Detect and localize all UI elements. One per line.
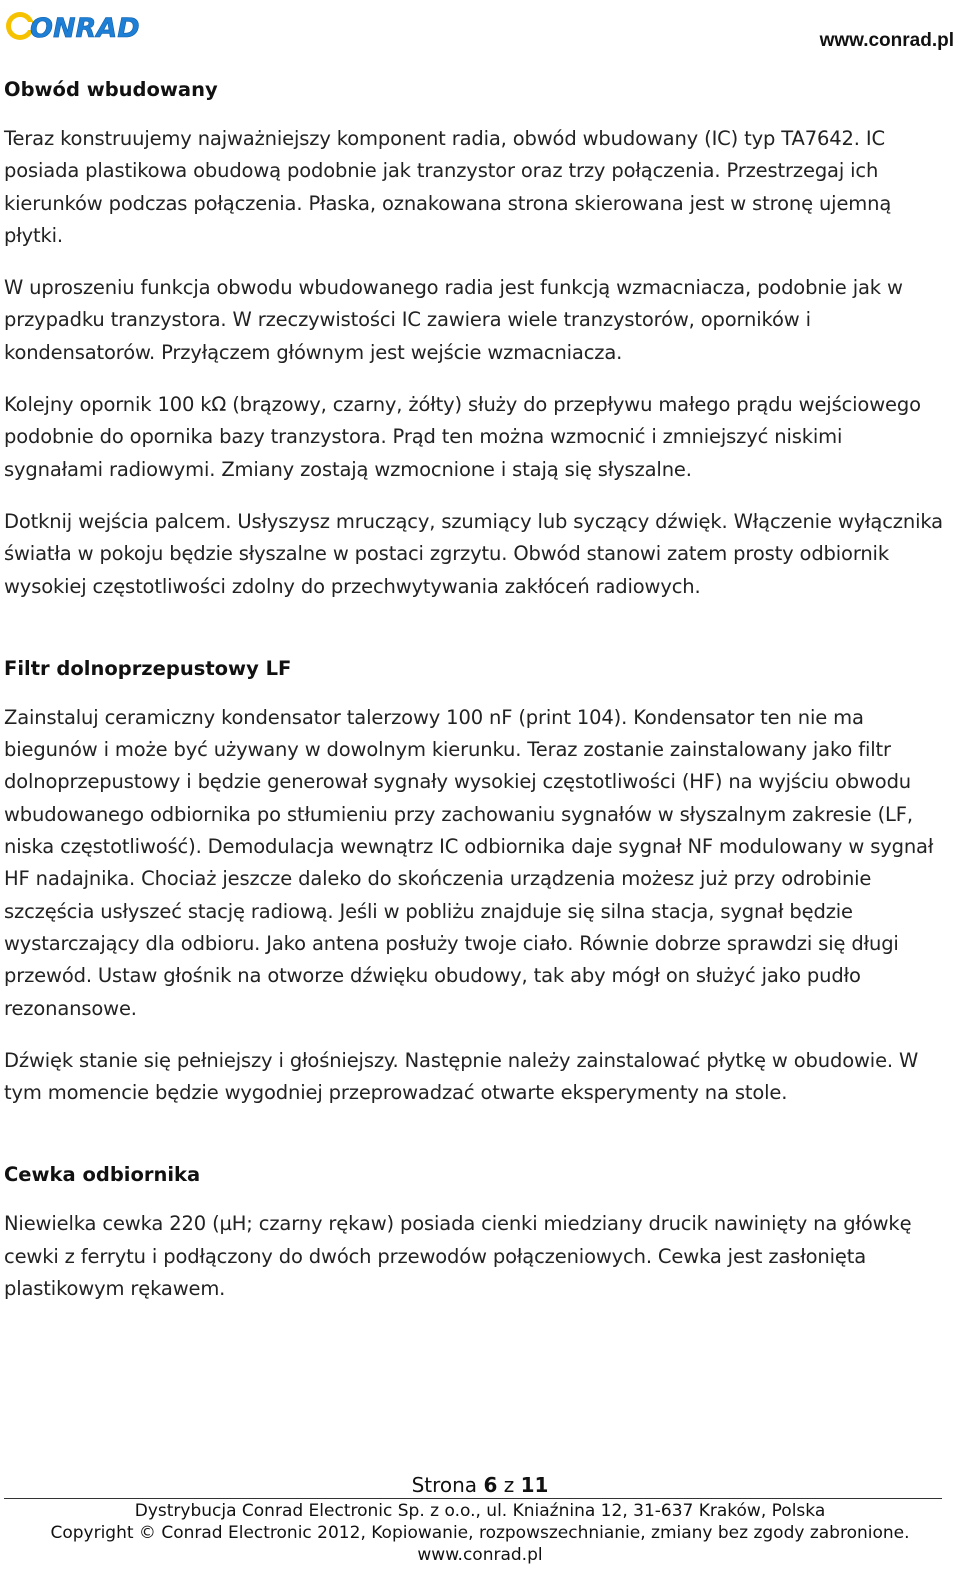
paragraph: Dotknij wejścia palcem. Usłyszysz mruczący, szumiący lub syczący dźwięk. Włączenie wyłącznika światła w pokoju będzie słyszalne w postaci zgrzytu. Obwód stanowi zatem prosty odbiornik wysokiej częstotliwości zdolny do przechwytywania zakłóceń radiowych. xyxy=(4,509,943,598)
page-header xyxy=(0,0,960,60)
site-url[interactable]: www.conrad.pl xyxy=(819,30,954,51)
document-body xyxy=(4,74,944,1305)
page-total: 11 xyxy=(520,1473,549,1497)
paragraph: Teraz konstruujemy najważniejszy komponent radia, obwód wbudowany (IC) typ TA7642. IC posiada plastikowa obudową podobnie jak tranzystor oraz trzy połączenia. Przestrzegaj ich kierunków podczas połączenia. Płaska, oznakowana strona skierowana jest w stronę ujemną płytki. xyxy=(4,127,892,247)
paragraph: W uproszeniu funkcja obwodu wbudowanego radia jest funkcją wzmacniacza, podobnie jak w przypadku tranzystora. W rzeczywistości IC zawiera wiele tranzystorów, oporników i kondensatorów. Przyłączem głównym jest wejście wzmacniacza. xyxy=(4,276,903,364)
section-title: Filtr dolnoprzepustowy LF xyxy=(4,656,292,680)
conrad-logo xyxy=(4,6,154,46)
svg-text:ONRAD: ONRAD xyxy=(30,13,140,44)
paragraph: Kolejny opornik 100 kΩ (brązowy, czarny, żółty) służy do przepływu małego prądu wejściowego podobnie do opornika bazy tranzystora. Prąd ten można wzmocnić i zmniejszyć niskimi sygnałami radiowymi. Zmiany zostają wzmocnione i stają się słyszalne. xyxy=(4,393,921,481)
section-title: Cewka odbiornika xyxy=(4,1163,201,1187)
paragraph: Dźwięk stanie się pełniejszy i głośniejszy. Następnie należy zainstalować płytkę w obudowie. W tym momencie będzie wygodniej przeprowadzać otwarte eksperymenty na stole. xyxy=(4,1048,919,1105)
footer-url[interactable]: www.conrad.pl xyxy=(417,1545,543,1565)
paragraph: Niewielka cewka 220 (µH; czarny rękaw) posiada cienki miedziany drucik nawinięty na główkę cewki z ferrytu i podłączony do dwóch przewodów połączeniowych. Cewka jest zasłonięta plastikowym rękawem. xyxy=(4,1212,912,1301)
page-prefix: Strona xyxy=(411,1473,478,1497)
page-current: 6 xyxy=(483,1473,498,1497)
footer-info xyxy=(0,1500,960,1566)
footer-address: Dystrybucja Conrad Electronic Sp. z o.o., ul. Kniaźnina 12, 31-637 Kraków, Polska xyxy=(134,1501,826,1521)
page-number xyxy=(0,1472,960,1498)
footer-copyright: Copyright © Conrad Electronic 2012, Kopiowanie, rozpowszechnianie, zmiany bez zgody zabronione. xyxy=(50,1523,910,1543)
page-footer xyxy=(0,1472,960,1565)
paragraph: Zainstaluj ceramiczny kondensator talerzowy 100 nF (print 104). Kondensator ten nie ma biegunów i może być używany w dowolnym kierunku. Teraz zostanie zainstalowany jako filtr dolnoprzepustowy i będzie generował sygnały wysokiej częstotliwości (HF) na wyjściu obwodu wbudowanego odbiornika po stłumieniu przy zachowaniu sygnałów w słyszalnym zakresie (LF, niska częstotliwość). Demodulacja wewnątrz IC odbiornika daje sygnał NF modulowany w sygnał HF nadajnika. Chociaż jeszcze daleko do skończenia urządzenia możesz już przy odrobinie szczęścia usłyszeć stację radiową. Jeśli w pobliżu znajduje się silna stacja, sygnał będzie wystarczający dla odbioru. Jako antena posłuży twoje ciało. Równie dobrze sprawdzi się długi przewód. Ustaw głośnik na otworze dźwięku obudowy, tak aby mógł on służyć jako pudło rezonansowe. xyxy=(4,705,934,1020)
section-title: Obwód wbudowany xyxy=(4,78,218,101)
footer-divider xyxy=(4,1498,942,1499)
page-mid: z xyxy=(503,1473,515,1497)
